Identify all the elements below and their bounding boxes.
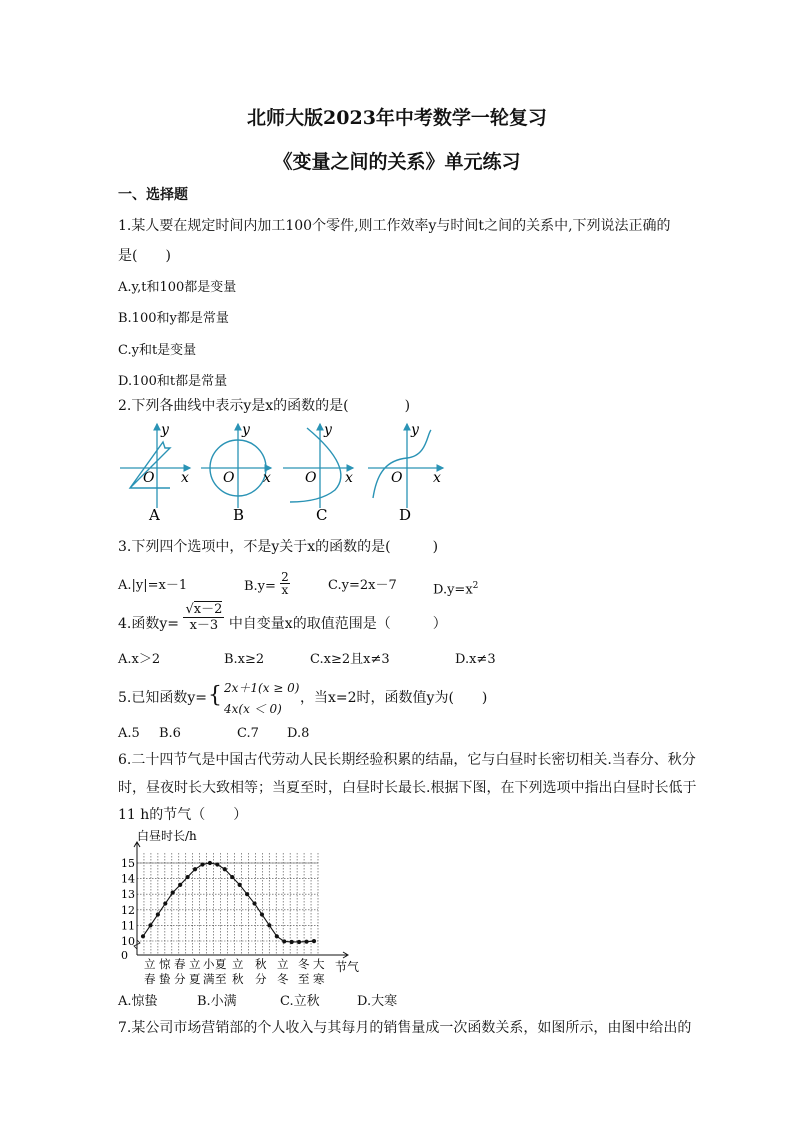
sqrt-sign: √ bbox=[185, 601, 194, 617]
sqrt-radicand: x－2 bbox=[193, 601, 223, 617]
x-tick-label-bottom: 春 bbox=[144, 972, 156, 986]
q1-option-c: C.y和t是变量 bbox=[118, 343, 197, 358]
q5-option-d: D.8 bbox=[287, 726, 310, 741]
q5-case2: 4x(x ＜ 0) bbox=[224, 702, 282, 716]
q5-stem-prefix: 5.已知函数y= bbox=[118, 690, 207, 706]
q7-line1: 7.某公司市场营销部的个人收入与其每月的销售量成一次函数关系，如图所示，由图中给出的 bbox=[118, 1020, 692, 1036]
graph-a-y-label: y bbox=[161, 422, 169, 438]
graph-d-origin: O bbox=[391, 470, 403, 486]
q5-option-b: B.6 bbox=[159, 726, 181, 741]
y-tick-label: 11 bbox=[121, 919, 135, 933]
graph-d-x-label: x bbox=[433, 470, 441, 486]
fraction bbox=[280, 571, 290, 596]
data-point bbox=[275, 934, 279, 938]
q4-option-c: C.x≥2且x≠3 bbox=[310, 652, 390, 667]
x-tick-label-top: 春 bbox=[174, 957, 186, 971]
data-point bbox=[267, 923, 271, 927]
x-tick-label-bottom: 至 bbox=[298, 972, 310, 986]
y-tick-label: 12 bbox=[121, 903, 135, 917]
data-point bbox=[245, 892, 249, 896]
data-point bbox=[260, 912, 264, 916]
superscript: 2 bbox=[472, 581, 479, 591]
q5-case1: 2x＋1(x ≥ 0) bbox=[224, 681, 300, 695]
data-point bbox=[282, 939, 286, 943]
q4-option-d: D.x≠3 bbox=[455, 652, 496, 667]
q6-line3: 11 h的节气（ ） bbox=[118, 807, 248, 823]
x-tick-label-bottom: 分 bbox=[174, 972, 186, 986]
data-point bbox=[163, 901, 167, 905]
x-tick-label-top: 冬 bbox=[298, 957, 310, 971]
x-tick-label-bottom: 蛰 bbox=[159, 972, 171, 986]
x-tick-label-top: 立 bbox=[189, 957, 201, 971]
x-tick-label-top: 夏 bbox=[215, 957, 227, 971]
x-tick-label-top: 秋 bbox=[255, 957, 267, 971]
q6-option-c: C.立秋 bbox=[280, 994, 320, 1009]
data-point bbox=[223, 867, 227, 871]
q3-option-d bbox=[433, 577, 478, 599]
q4-option-a: A.x＞2 bbox=[118, 652, 161, 667]
graph-a bbox=[120, 422, 190, 524]
graph-c-origin: O bbox=[305, 470, 317, 486]
x-tick-label-top: 立 bbox=[144, 957, 156, 971]
data-point bbox=[208, 861, 212, 865]
data-point bbox=[297, 940, 301, 944]
y-tick-label: 15 bbox=[121, 857, 135, 870]
graph-d-y-label: y bbox=[411, 422, 419, 438]
q6-option-b: B.小满 bbox=[197, 994, 237, 1009]
data-point bbox=[215, 862, 219, 866]
data-point bbox=[312, 939, 316, 943]
q1-stem-line1: 1.某人要在规定时间内加工100个零件,则工作效率y与时间t之间的关系中,下列说法正确的 bbox=[118, 218, 671, 234]
x-tick-label-top: 小 bbox=[203, 957, 215, 971]
q6-option-a: A.惊蛰 bbox=[118, 994, 158, 1009]
document-title: 北师大版2023年中考数学一轮复习 bbox=[247, 107, 547, 129]
x-tick-label-top: 惊 bbox=[159, 957, 171, 971]
fraction-denominator: x bbox=[281, 583, 289, 597]
q4-denominator: x－3 bbox=[189, 617, 219, 633]
x-tick-label-bottom: 夏 bbox=[189, 972, 201, 986]
graph-b-x-label: x bbox=[263, 470, 271, 486]
y-tick-label: 10 bbox=[121, 935, 135, 948]
data-point bbox=[200, 862, 204, 866]
data-point bbox=[290, 940, 294, 944]
chart-xlabel: 节气 bbox=[335, 960, 360, 974]
daylight-series-line bbox=[143, 863, 314, 942]
graph-b-y-label: y bbox=[242, 422, 250, 438]
graph-b-origin: O bbox=[223, 470, 235, 486]
x-tick-label-bottom: 寒 bbox=[313, 972, 325, 986]
x-tick-label-bottom: 分 bbox=[255, 972, 267, 986]
q5-stem-suffix: ，当x=2时，函数值y为( ) bbox=[300, 690, 488, 706]
x-tick-label-bottom: 至 bbox=[215, 972, 227, 986]
q4-numerator bbox=[183, 602, 224, 618]
x-tick-label-top: 大 bbox=[313, 957, 325, 971]
q1-option-a: A.y,t和100都是变量 bbox=[118, 280, 237, 295]
graph-b bbox=[201, 422, 271, 524]
q3-stem: 3.下列四个选项中，不是y关于x的函数的是( ) bbox=[118, 539, 439, 555]
data-point bbox=[238, 883, 242, 887]
graph-a-label: A bbox=[149, 506, 160, 524]
q3-option-b-prefix: B.y= bbox=[244, 579, 276, 594]
data-point bbox=[141, 934, 145, 938]
graph-a-origin: O bbox=[143, 470, 155, 486]
x-tick-label-bottom: 满 bbox=[203, 972, 215, 986]
q2-graphs-figure bbox=[115, 420, 455, 526]
q5-option-c: C.7 bbox=[237, 726, 259, 741]
chart-ylabel: 白昼时长/h bbox=[137, 829, 197, 843]
fraction-numerator: 2 bbox=[281, 570, 289, 584]
data-point bbox=[193, 867, 197, 871]
data-point bbox=[252, 901, 256, 905]
graph-b-label: B bbox=[233, 506, 245, 524]
data-point bbox=[148, 923, 152, 927]
data-point bbox=[186, 875, 190, 879]
q3-option-a: A.|y|=x－1 bbox=[118, 578, 188, 593]
q1-option-b: B.100和y都是常量 bbox=[118, 311, 229, 326]
q4-stem-suffix: 中自变量x的取值范围是（ ） bbox=[228, 616, 447, 632]
graph-c-y-label: y bbox=[324, 422, 332, 438]
x-tick-label-top: 立 bbox=[277, 957, 289, 971]
q1-option-d: D.100和t都是常量 bbox=[118, 374, 228, 389]
section-heading: 一、选择题 bbox=[118, 187, 188, 203]
graph-c bbox=[283, 422, 353, 524]
graph-a-x-label: x bbox=[181, 470, 189, 486]
q3-option-c: C.y=2x－7 bbox=[328, 578, 397, 593]
y-tick-label: 13 bbox=[121, 888, 135, 902]
document-subtitle: 《变量之间的关系》单元练习 bbox=[273, 151, 521, 173]
data-point bbox=[171, 891, 175, 895]
graph-d bbox=[368, 422, 443, 524]
data-point bbox=[156, 912, 160, 916]
q6-line1: 6.二十四节气是中国古代劳动人民长期经验积累的结晶，它与白昼时长密切相关.当春分、秋分 bbox=[118, 752, 696, 768]
q3-option-b bbox=[244, 570, 290, 597]
q2-stem: 2.下列各曲线中表示y是x的函数的是( ) bbox=[118, 398, 411, 414]
q6-option-d: D.大寒 bbox=[357, 994, 398, 1009]
q6-line2: 时，昼夜时长大致相等；当夏至时，白昼时长最长.根据下图，在下列选项中指出白昼时长低于 bbox=[118, 780, 697, 796]
q4-stem bbox=[118, 601, 447, 633]
daylight-chart bbox=[115, 825, 375, 987]
q4-stem-prefix: 4.函数y= bbox=[118, 616, 179, 632]
y-tick-label: 14 bbox=[121, 872, 135, 886]
data-point bbox=[230, 875, 234, 879]
q5-option-a: A.5 bbox=[118, 726, 140, 741]
brace-symbol: { bbox=[208, 683, 222, 708]
x-tick-label-bottom: 秋 bbox=[232, 972, 244, 986]
q4-option-b: B.x≥2 bbox=[224, 652, 265, 667]
q4-fraction bbox=[183, 602, 224, 633]
y-tick-label: 0 bbox=[121, 949, 128, 962]
graph-c-label: C bbox=[316, 506, 328, 524]
graph-d-label: D bbox=[399, 506, 412, 524]
q3-option-d-prefix: D.y=x bbox=[433, 582, 473, 598]
graph-c-x-label: x bbox=[345, 470, 353, 486]
q1-stem-line2: 是( ) bbox=[118, 248, 171, 264]
x-tick-label-top: 立 bbox=[232, 957, 244, 971]
data-point bbox=[304, 940, 308, 944]
data-point bbox=[178, 883, 182, 887]
x-tick-label-bottom: 冬 bbox=[277, 972, 289, 986]
